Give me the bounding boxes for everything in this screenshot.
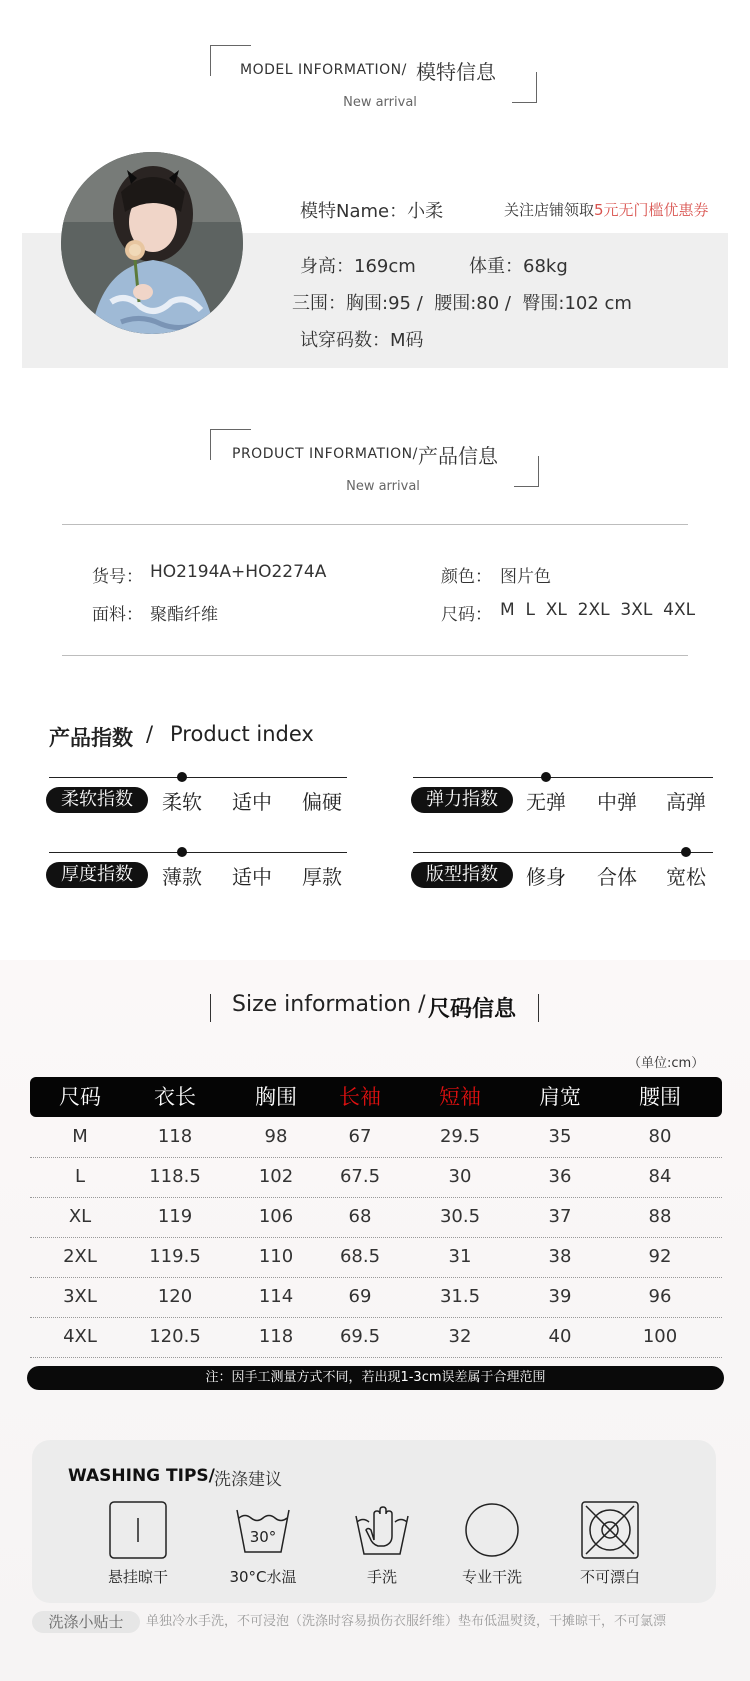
header-bar-right bbox=[538, 994, 539, 1022]
hand-wash-icon bbox=[352, 1500, 412, 1560]
size-label: 尺码： bbox=[441, 605, 492, 625]
product-title-en: PRODUCT INFORMATION/ bbox=[232, 446, 418, 462]
coupon-highlight: 5元无门槛优惠券 bbox=[594, 201, 709, 219]
table-row bbox=[30, 1117, 722, 1158]
table-cell-chest: 114 bbox=[258, 1286, 294, 1307]
washing-tip-badge: 洗涤小贴士 bbox=[32, 1611, 140, 1633]
table-cell-chest: 102 bbox=[258, 1166, 294, 1187]
table-cell-length: 119 bbox=[157, 1206, 193, 1227]
table-cell-waist: 80 bbox=[648, 1126, 672, 1147]
index-scale-line bbox=[49, 777, 347, 778]
table-cell-shoulder: 35 bbox=[548, 1126, 572, 1147]
table-cell-size: M bbox=[72, 1126, 88, 1147]
corner-decoration bbox=[512, 72, 537, 103]
model-weight: 体重：68kg bbox=[469, 256, 568, 277]
model-title-cn: 模特信息 bbox=[416, 60, 496, 84]
model-title-en: MODEL INFORMATION/ bbox=[240, 62, 407, 78]
index-option: 宽松 bbox=[666, 865, 706, 889]
divider bbox=[62, 655, 688, 656]
index-option: 高弹 bbox=[666, 790, 706, 814]
index-option: 中弹 bbox=[597, 790, 637, 814]
table-cell-waist: 92 bbox=[648, 1246, 672, 1267]
index-option: 厚款 bbox=[302, 865, 342, 889]
index-label-elasticity: 弹力指数 bbox=[411, 787, 513, 813]
table-cell-size: XL bbox=[68, 1206, 92, 1227]
model-section-header bbox=[0, 40, 750, 130]
item-no-label: 货号： bbox=[92, 567, 143, 587]
coupon-promo[interactable] bbox=[504, 199, 709, 220]
table-cell-size: L bbox=[74, 1166, 86, 1187]
table-cell-short-sleeve: 31.5 bbox=[439, 1286, 481, 1307]
table-cell-chest: 106 bbox=[258, 1206, 294, 1227]
index-scale-line bbox=[49, 852, 347, 853]
index-option: 无弹 bbox=[526, 790, 566, 814]
table-row bbox=[30, 1197, 722, 1238]
product-section-header bbox=[0, 424, 750, 514]
item-no-value: HO2194A+HO2274A bbox=[150, 562, 327, 582]
fabric-value: 聚酯纤维 bbox=[150, 605, 218, 625]
index-label-fit: 版型指数 bbox=[411, 862, 513, 888]
col-header-shoulder: 肩宽 bbox=[539, 1085, 581, 1109]
table-row bbox=[30, 1237, 722, 1278]
index-option: 柔软 bbox=[162, 790, 202, 814]
table-cell-short-sleeve: 32 bbox=[448, 1326, 472, 1347]
table-cell-short-sleeve: 30 bbox=[448, 1166, 472, 1187]
col-header-long-sleeve: 长袖 bbox=[339, 1085, 381, 1109]
wash-label-30c: 30°C水温 bbox=[229, 1568, 297, 1586]
table-row bbox=[30, 1157, 722, 1198]
index-marker bbox=[681, 847, 691, 857]
index-scale-line bbox=[413, 777, 713, 778]
product-title-cn: 产品信息 bbox=[418, 444, 498, 468]
fabric-label: 面料： bbox=[92, 605, 143, 625]
table-cell-length: 120.5 bbox=[149, 1326, 201, 1347]
table-cell-short-sleeve: 30.5 bbox=[439, 1206, 481, 1227]
model-size-tried: 试穿码数：M码 bbox=[300, 330, 424, 351]
washing-title-en: WASHING TIPS/ bbox=[68, 1466, 215, 1486]
table-cell-short-sleeve: 31 bbox=[448, 1246, 472, 1267]
table-cell-long-sleeve: 68.5 bbox=[339, 1246, 381, 1267]
table-row bbox=[30, 1277, 722, 1318]
table-cell-waist: 88 bbox=[648, 1206, 672, 1227]
table-cell-short-sleeve: 29.5 bbox=[439, 1126, 481, 1147]
index-marker bbox=[177, 772, 187, 782]
table-cell-shoulder: 38 bbox=[548, 1246, 572, 1267]
model-avatar bbox=[61, 152, 243, 334]
size-title-cn: 尺码信息 bbox=[428, 997, 517, 1022]
model-subtitle: New arrival bbox=[343, 95, 417, 110]
product-index-separator: / bbox=[146, 722, 154, 746]
wash-temp-badge: 30° bbox=[249, 1528, 277, 1546]
product-index-title-cn: 产品指数 bbox=[49, 726, 133, 750]
hang-dry-icon bbox=[108, 1500, 168, 1560]
washing-title-cn: 洗涤建议 bbox=[214, 1470, 282, 1490]
table-cell-size: 2XL bbox=[63, 1246, 97, 1267]
col-header-length: 衣长 bbox=[154, 1085, 196, 1109]
model-height: 身高：169cm bbox=[300, 256, 416, 277]
wash-label-no-bleach: 不可漂白 bbox=[579, 1568, 640, 1586]
coupon-prefix: 关注店铺领取 bbox=[504, 201, 595, 219]
wash-label-hang-dry: 悬挂晾干 bbox=[107, 1568, 168, 1586]
index-option: 适中 bbox=[232, 790, 272, 814]
index-marker bbox=[541, 772, 551, 782]
index-option: 薄款 bbox=[162, 865, 202, 889]
product-index-title-en: Product index bbox=[170, 722, 314, 746]
table-cell-chest: 98 bbox=[264, 1126, 288, 1147]
table-cell-length: 119.5 bbox=[149, 1246, 201, 1267]
table-cell-shoulder: 37 bbox=[548, 1206, 572, 1227]
table-cell-long-sleeve: 69.5 bbox=[339, 1326, 381, 1347]
divider bbox=[62, 524, 688, 525]
color-label: 颜色： bbox=[441, 567, 492, 587]
model-photo-icon bbox=[61, 152, 243, 334]
col-header-waist: 腰围 bbox=[639, 1085, 681, 1109]
index-label-thickness: 厚度指数 bbox=[46, 862, 148, 888]
washing-tips-box bbox=[32, 1440, 716, 1603]
index-marker bbox=[177, 847, 187, 857]
size-table-header bbox=[30, 1077, 722, 1117]
table-cell-shoulder: 39 bbox=[548, 1286, 572, 1307]
table-cell-length: 118 bbox=[157, 1126, 193, 1147]
table-cell-long-sleeve: 67.5 bbox=[339, 1166, 381, 1187]
wash-label-dry-clean: 专业干洗 bbox=[461, 1568, 522, 1586]
wash-30-icon bbox=[233, 1500, 293, 1560]
size-title-en: Size information / bbox=[232, 992, 426, 1017]
no-bleach-icon bbox=[580, 1500, 640, 1560]
table-cell-long-sleeve: 69 bbox=[348, 1286, 372, 1307]
table-row bbox=[30, 1317, 722, 1358]
size-values: M L XL 2XL 3XL 4XL bbox=[500, 600, 696, 620]
index-scale-line bbox=[413, 852, 713, 853]
table-cell-long-sleeve: 67 bbox=[348, 1126, 372, 1147]
color-value: 图片色 bbox=[500, 567, 551, 587]
table-cell-waist: 84 bbox=[648, 1166, 672, 1187]
measurement-note: 注：因手工测量方式不同，若出现1-3cm误差属于合理范围 bbox=[27, 1366, 724, 1390]
product-subtitle: New arrival bbox=[346, 479, 420, 494]
table-cell-long-sleeve: 68 bbox=[348, 1206, 372, 1227]
col-header-short-sleeve: 短袖 bbox=[439, 1085, 481, 1109]
corner-decoration bbox=[514, 456, 539, 487]
table-cell-shoulder: 40 bbox=[548, 1326, 572, 1347]
size-unit: （单位:cm） bbox=[628, 1056, 705, 1071]
table-cell-shoulder: 36 bbox=[548, 1166, 572, 1187]
index-option: 偏硬 bbox=[302, 790, 342, 814]
model-measurements: 三围：胸围:95 / 腰围:80 / 臀围:102 cm bbox=[292, 293, 632, 314]
washing-tip-text: 单独冷水手洗，不可浸泡（洗涤时容易损伤衣服纤维）垫布低温熨烫，干摊晾干，不可氯漂 bbox=[146, 1614, 667, 1629]
col-header-chest: 胸围 bbox=[255, 1085, 297, 1109]
col-header-size: 尺码 bbox=[59, 1085, 101, 1109]
table-cell-size: 4XL bbox=[63, 1326, 97, 1347]
size-section-header bbox=[0, 990, 750, 1026]
wash-label-hand-wash: 手洗 bbox=[366, 1568, 397, 1586]
table-cell-waist: 96 bbox=[648, 1286, 672, 1307]
model-name: 模特Name：小柔 bbox=[300, 201, 444, 222]
dry-clean-icon bbox=[462, 1500, 522, 1560]
header-bar-left bbox=[210, 994, 211, 1022]
table-cell-chest: 118 bbox=[258, 1326, 294, 1347]
table-cell-chest: 110 bbox=[258, 1246, 294, 1267]
index-option: 合体 bbox=[597, 865, 637, 889]
table-cell-length: 120 bbox=[157, 1286, 193, 1307]
table-cell-length: 118.5 bbox=[149, 1166, 201, 1187]
index-option: 适中 bbox=[232, 865, 272, 889]
index-label-softness: 柔软指数 bbox=[46, 787, 148, 813]
table-cell-size: 3XL bbox=[63, 1286, 97, 1307]
table-cell-waist: 100 bbox=[642, 1326, 678, 1347]
index-option: 修身 bbox=[526, 865, 566, 889]
